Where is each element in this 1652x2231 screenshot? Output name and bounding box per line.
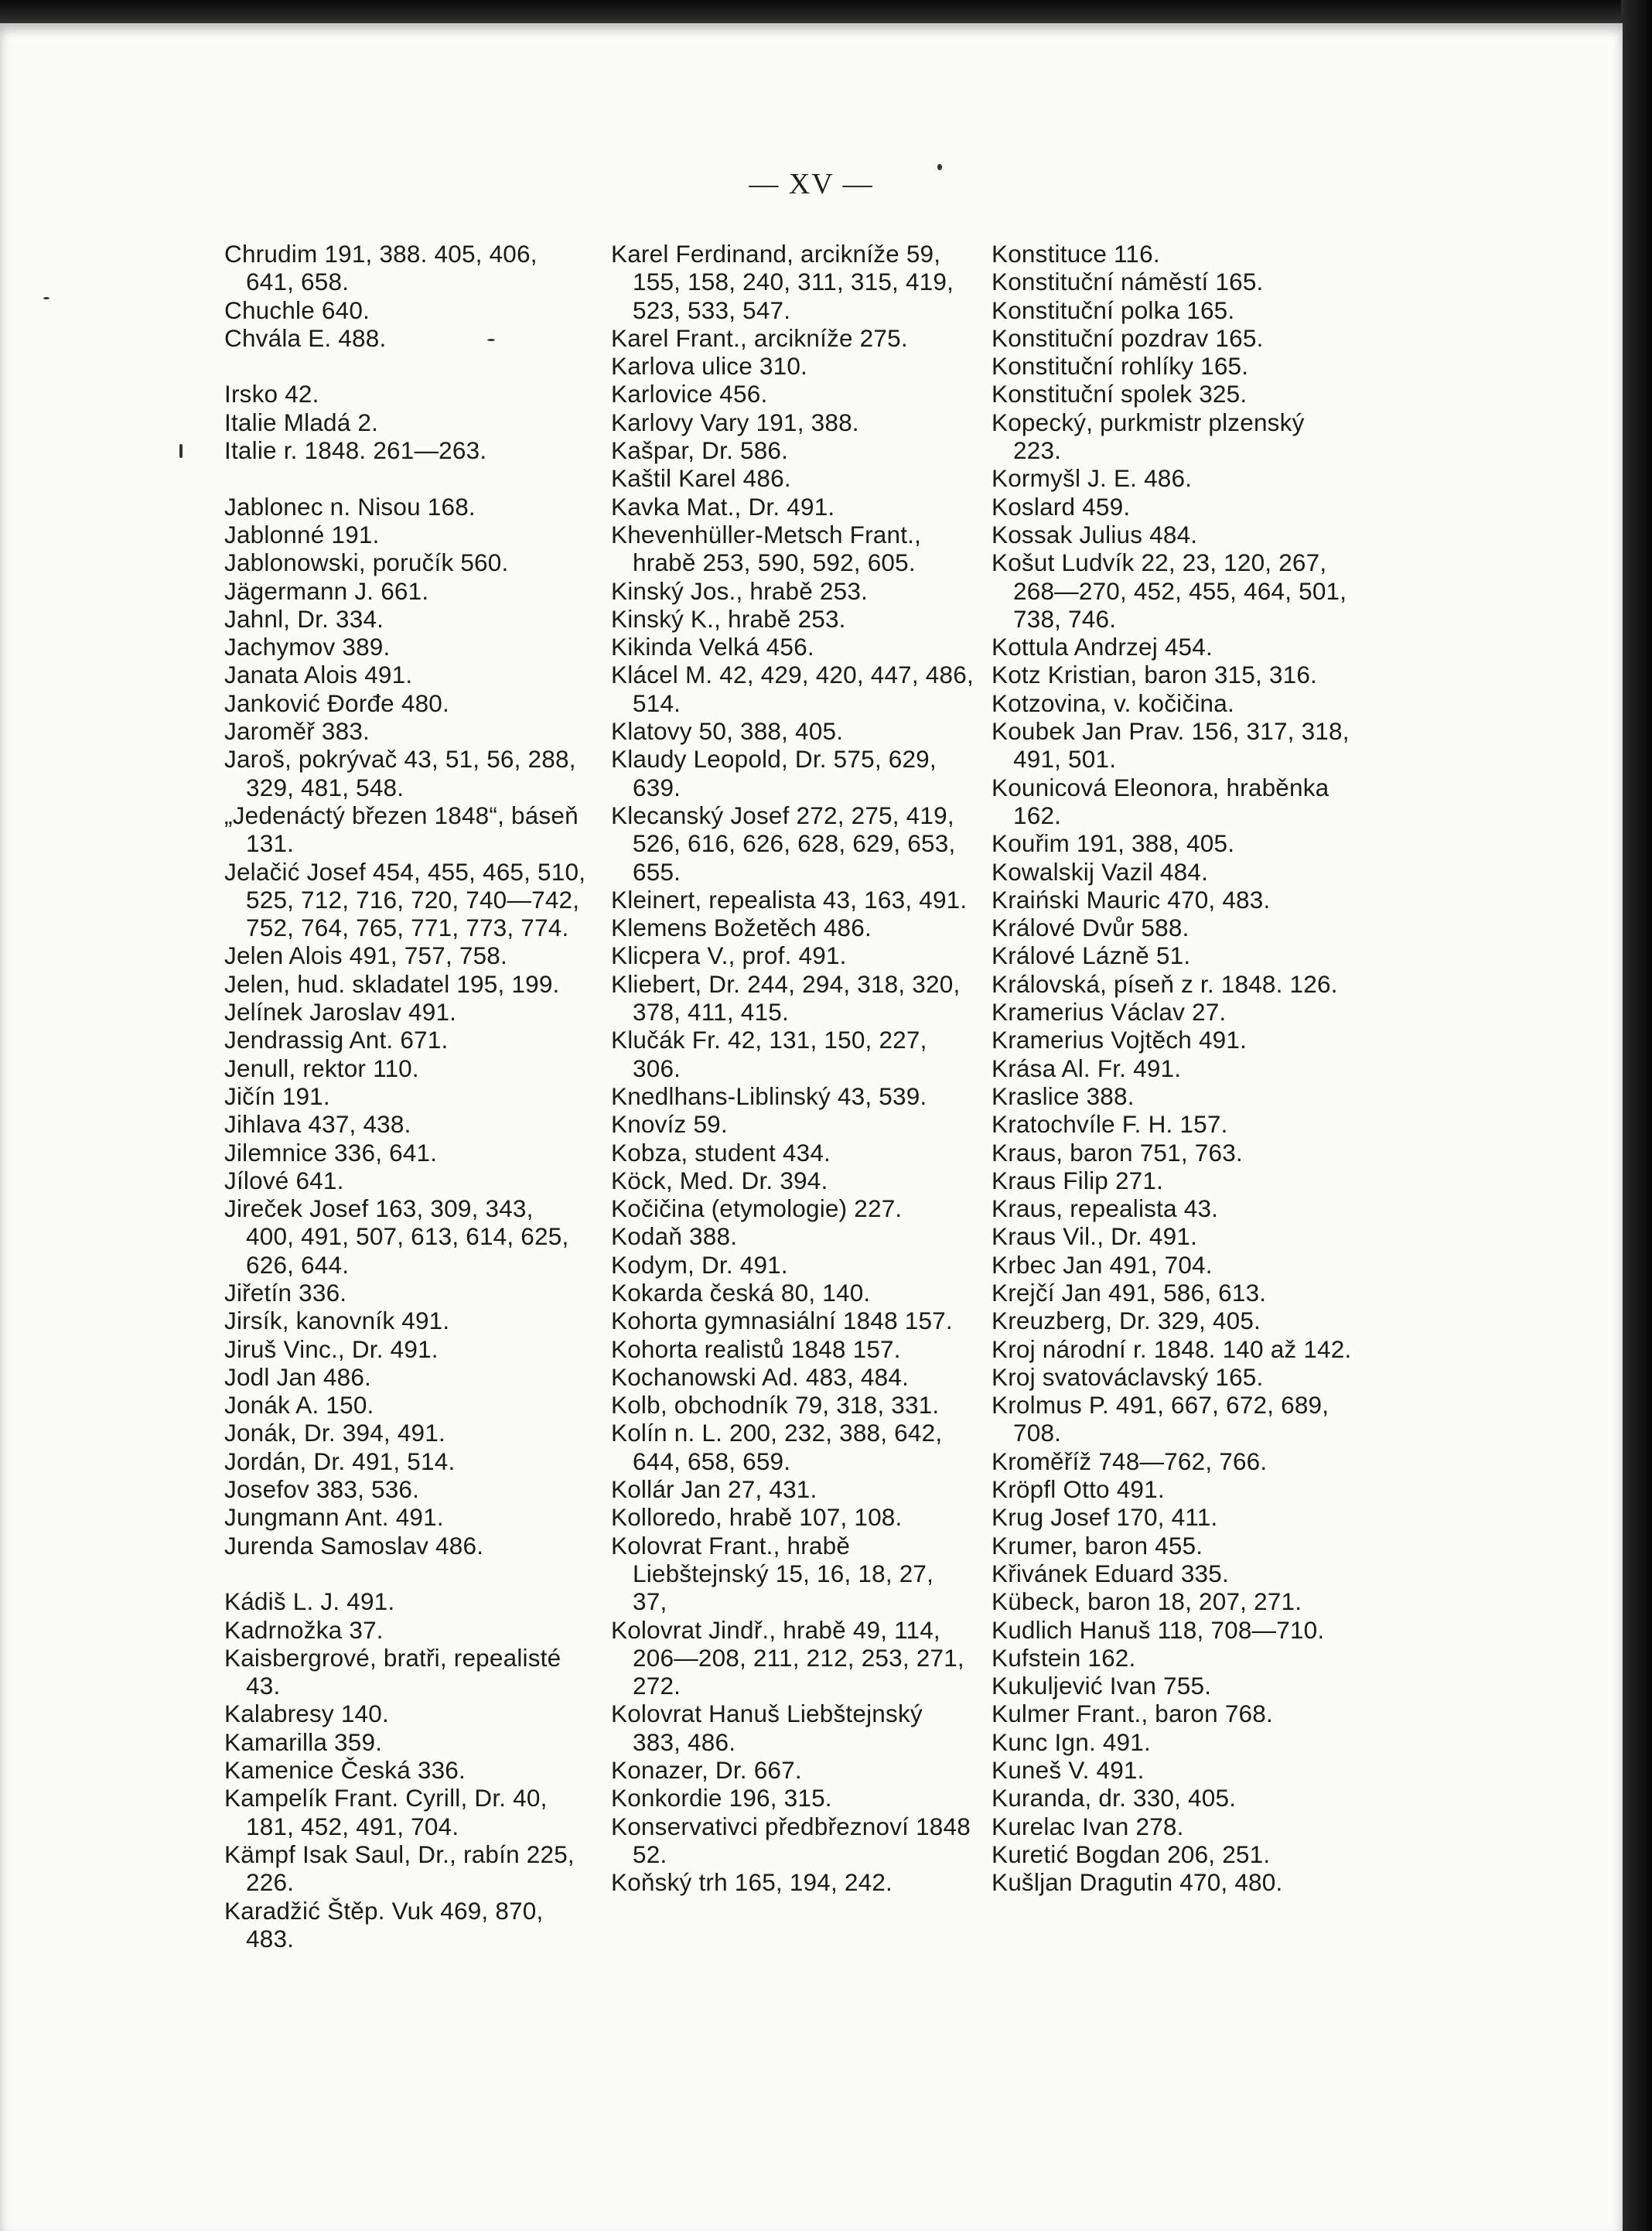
index-entry: Kohorta realistů 1848 157. (611, 1334, 901, 1363)
index-entry: Kormyšl J. E. 486. (992, 464, 1193, 493)
index-entry: Kolovrat Hanuš Liebštejnský 383, 486. (611, 1700, 923, 1756)
index-entry: Kalabresy 140. (224, 1700, 389, 1728)
index-entry: „Jedenáctý březen 1848“, báseň 131. (224, 801, 579, 858)
index-entry: Klučák Fr. 42, 131, 150, 227, 306. (611, 1026, 927, 1082)
index-entry: Konstituční náměstí 165. (992, 268, 1264, 296)
index-entry: Konkordie 196, 315. (611, 1784, 832, 1812)
index-entry: Královská, píseň z r. 1848. 126. (992, 969, 1338, 998)
index-entry: Kreuzberg, Dr. 329, 405. (992, 1307, 1261, 1335)
scan-speck (937, 164, 942, 170)
index-entry: Kohorta gymnasiální 1848 157. (611, 1307, 953, 1335)
scan-edge-top (0, 0, 1652, 26)
index-entry: Kroj národní r. 1848. 140 až 142. (992, 1334, 1352, 1363)
index-entry: Kikinda Velká 456. (611, 633, 814, 661)
index-entry: Klácel M. 42, 429, 420, 447, 486, 514. (611, 661, 974, 717)
index-entry: Köck, Med. Dr. 394. (611, 1166, 828, 1194)
index-entry: Jägermann J. 661. (224, 576, 429, 605)
index-entry: Krolmus P. 491, 667, 672, 689, 708. (992, 1391, 1329, 1447)
index-entry: Kraus Filip 271. (992, 1166, 1164, 1194)
index-entry: Khevenhüller-Metsch Frant., hrabě 253, 590, 592, 605. (611, 520, 922, 577)
index-entry: Klecanský Josef 272, 275, 419, 526, 616, 626, 628, 629, 653, 655. (611, 801, 956, 886)
index-entry: Kotz Kristian, baron 315, 316. (992, 661, 1318, 689)
scan-edge-right (1621, 0, 1652, 2231)
index-entry: Klemens Božetěch 486. (611, 914, 872, 942)
index-entry: Jelen Alois 491, 757, 758. (224, 941, 507, 970)
index-entry: Janata Alois 491. (224, 661, 413, 689)
index-entry: Koubek Jan Prav. 156, 317, 318, 491, 501. (992, 717, 1350, 774)
index-entry: Kraus, repealista 43. (992, 1194, 1219, 1223)
index-entry: Kraslice 388. (992, 1081, 1135, 1110)
index-entry: Kočičina (etymologie) 227. (611, 1194, 903, 1223)
index-entry: Knovíz 59. (611, 1110, 728, 1139)
index-entry: Konstituční rohlíky 165. (992, 352, 1249, 381)
index-entry: Chuchle 640. (224, 296, 370, 324)
index-entry: Italie r. 1848. 261—263. (224, 436, 487, 465)
index-entry: Konstituce 116. (992, 240, 1160, 268)
index-entry: Chvála E. 488. (224, 323, 387, 352)
index-entry: Jablonné 191. (224, 520, 380, 548)
index-entry: Koslard 459. (992, 492, 1131, 521)
index-entry: Košut Ludvík 22, 23, 120, 267, 268—270, 452, 455, 464, 501, 738, 746. (992, 548, 1347, 633)
index-entry: Kadrnožka 37. (224, 1615, 384, 1644)
index-entry: Irsko 42. (224, 380, 319, 408)
index-entry: Kolloredo, hrabě 107, 108. (611, 1503, 903, 1532)
scan-speck (487, 339, 495, 341)
index-entry: Kufstein 162. (992, 1643, 1136, 1672)
index-entry: Jelačić Josef 454, 455, 465, 510, 525, 712, 716, 720, 740—742, 752, 764, 765, 771, 773, 774. (224, 857, 586, 942)
index-entry: Jireček Josef 163, 309, 343, 400, 491, 507, 613, 614, 625, 626, 644. (224, 1194, 569, 1279)
index-entry: Kopecký, purkmistr plzenský 223. (992, 408, 1305, 465)
index-entry: Kröpfl Otto 491. (992, 1475, 1165, 1504)
index-entry: Kuretić Bogdan 206, 251. (992, 1840, 1271, 1868)
index-entry: Kottula Andrzej 454. (992, 633, 1213, 661)
index-entry: Jiřetín 336. (224, 1278, 347, 1307)
index-entry: Konazer, Dr. 667. (611, 1756, 802, 1785)
index-entry: Krejčí Jan 491, 586, 613. (992, 1278, 1267, 1307)
scan-speck (179, 444, 183, 458)
index-entry: Kramerius Vojtěch 491. (992, 1026, 1248, 1054)
index-entry: Karlovy Vary 191, 388. (611, 408, 859, 436)
index-entry: Kleinert, repealista 43, 163, 491. (611, 885, 968, 914)
index-entry: Konstituční spolek 325. (992, 380, 1248, 408)
letter-group-gap (224, 464, 588, 492)
index-entry: Kämpf Isak Saul, Dr., rabín 225, 226. (224, 1840, 575, 1897)
index-entry: Kolovrat Frant., hrabě Liebštejnský 15, 16, 18, 27, 37, (611, 1531, 934, 1616)
index-entry: Jablonec n. Nisou 168. (224, 492, 476, 521)
index-entry: Jiruš Vinc., Dr. 491. (224, 1334, 439, 1363)
index-entry: Kroj svatováclavský 165. (992, 1362, 1264, 1391)
index-entry: Kraiński Mauric 470, 483. (992, 885, 1271, 914)
index-entry: Jílové 641. (224, 1166, 344, 1194)
index-page (0, 23, 1623, 2231)
index-entry: Kaštil Karel 486. (611, 464, 791, 493)
index-entry: Jelínek Jaroslav 491. (224, 998, 457, 1027)
index-entry: Jihlava 437, 438. (224, 1110, 411, 1139)
index-entry: Karadžić Štěp. Vuk 469, 870, 483. (224, 1896, 544, 1953)
index-entry: Jahnl, Dr. 334. (224, 604, 384, 633)
index-entry: Knedlhans-Liblinský 43, 539. (611, 1081, 927, 1110)
index-entry: Krug Josef 170, 411. (992, 1503, 1218, 1532)
index-entry: Kolb, obchodník 79, 318, 331. (611, 1391, 940, 1420)
index-entry: Jungmann Ant. 491. (224, 1503, 444, 1532)
page-number: — XV — (749, 168, 874, 200)
index-entry: Kochanowski Ad. 483, 484. (611, 1362, 910, 1391)
index-entry: Kübeck, baron 18, 207, 271. (992, 1587, 1302, 1616)
index-entry: Jonák A. 150. (224, 1391, 374, 1420)
index-entry: Kinský Jos., hrabě 253. (611, 576, 869, 605)
index-entry: Kukuljević Ivan 755. (992, 1672, 1212, 1700)
index-entry: Jonák, Dr. 394, 491. (224, 1419, 445, 1447)
index-entry: Koňský trh 165, 194, 242. (611, 1868, 893, 1897)
index-entry: Kavka Mat., Dr. 491. (611, 492, 835, 521)
index-entry: Kraus Vil., Dr. 491. (992, 1222, 1198, 1251)
index-column-2 (611, 240, 974, 1897)
index-entry: Králové Dvůr 588. (992, 914, 1190, 942)
index-entry: Kudlich Hanuš 118, 708—710. (992, 1615, 1325, 1644)
index-column-3 (992, 240, 1355, 1897)
index-entry: Italie Mladá 2. (224, 408, 379, 436)
index-entry: Jirsík, kanovník 491. (224, 1307, 450, 1335)
index-entry: Janković Đorđe 480. (224, 688, 449, 717)
index-entry: Kodaň 388. (611, 1222, 738, 1251)
index-entry: Kliebert, Dr. 244, 294, 318, 320, 378, 411, 415. (611, 969, 961, 1027)
index-entry: Kampelík Frant. Cyrill, Dr. 40, 181, 452, 491, 704. (224, 1784, 548, 1840)
index-entry: Kamenice Česká 336. (224, 1756, 466, 1785)
index-entry: Karel Ferdinand, arcikníže 59, 155, 158, 240, 311, 315, 419, 523, 533, 547. (611, 240, 954, 324)
index-entry: Krumer, baron 455. (992, 1531, 1203, 1560)
index-entry: Kašpar, Dr. 586. (611, 436, 789, 465)
index-entry: Křivánek Eduard 335. (992, 1559, 1229, 1587)
index-entry: Klatovy 50, 388, 405. (611, 717, 844, 746)
index-entry: Kobza, student 434. (611, 1138, 831, 1167)
index-entry: Kamarilla 359. (224, 1727, 383, 1756)
index-entry: Krbec Jan 491, 704. (992, 1250, 1213, 1279)
index-entry: Jablonowski, poručík 560. (224, 548, 509, 577)
index-entry: Konstituční pozdrav 165. (992, 323, 1264, 352)
index-entry: Karel Frant., arcikníže 275. (611, 323, 908, 352)
index-entry: Josefov 383, 536. (224, 1475, 420, 1504)
letter-group-gap (224, 352, 588, 380)
index-entry: Jachymov 389. (224, 633, 391, 661)
index-entry: Jordán, Dr. 491, 514. (224, 1447, 456, 1475)
index-entry: Jodl Jan 486. (224, 1362, 371, 1391)
index-entry: Chrudim 191, 388. 405, 406, 641, 658. (224, 240, 538, 296)
index-entry: Kratochvíle F. H. 157. (992, 1110, 1228, 1139)
index-entry: Kowalskij Vazil 484. (992, 857, 1209, 886)
index-entry: Kroměříž 748—762, 766. (992, 1447, 1268, 1475)
index-entry: Kotzovina, v. kočičina. (992, 688, 1234, 717)
index-entry: Karlova ulice 310. (611, 352, 808, 381)
index-entry: Jaroš, pokrývač 43, 51, 56, 288, 329, 481, 548. (224, 745, 576, 801)
index-entry: Konstituční polka 165. (992, 296, 1235, 324)
index-entry: Kušljan Dragutin 470, 480. (992, 1868, 1283, 1897)
scan-speck (43, 297, 49, 299)
index-entry: Kounicová Eleonora, hraběnka 162. (992, 773, 1329, 829)
index-entry: Jendrassig Ant. 671. (224, 1026, 449, 1054)
index-entry: Králové Lázně 51. (992, 941, 1191, 970)
index-entry: Klaudy Leopold, Dr. 575, 629, 639. (611, 745, 937, 801)
index-entry: Kramerius Václav 27. (992, 998, 1227, 1027)
index-entry: Kolín n. L. 200, 232, 388, 642, 644, 658, 659. (611, 1419, 943, 1475)
index-entry: Kulmer Frant., baron 768. (992, 1700, 1273, 1728)
index-entry: Jurenda Samoslav 486. (224, 1531, 484, 1560)
index-entry: Kodym, Dr. 491. (611, 1250, 788, 1279)
index-column-1 (224, 240, 588, 1953)
index-entry: Kollár Jan 27, 431. (611, 1475, 817, 1504)
index-entry: Jaroměř 383. (224, 717, 370, 746)
index-entry: Konservativci předbřeznoví 1848 52. (611, 1812, 971, 1868)
index-entry: Kinský K., hrabě 253. (611, 604, 846, 633)
index-entry: Kunc Ign. 491. (992, 1727, 1151, 1756)
index-entry: Kossak Julius 484. (992, 520, 1198, 548)
index-entry: Jelen, hud. skladatel 195, 199. (224, 969, 560, 998)
index-entry: Jenull, rektor 110. (224, 1054, 419, 1082)
index-entry: Kádiš L. J. 491. (224, 1587, 395, 1616)
letter-group-gap (224, 1560, 588, 1587)
index-entry: Krása Al. Fr. 491. (992, 1054, 1182, 1082)
index-entry: Kaisbergrové, bratři, repealisté 43. (224, 1643, 561, 1700)
index-entry: Kolovrat Jindř., hrabě 49, 114, 206—208, 211, 212, 253, 271, 272. (611, 1615, 964, 1700)
index-entry: Kouřim 191, 388, 405. (992, 829, 1235, 858)
index-entry: Kokarda česká 80, 140. (611, 1278, 871, 1307)
index-entry: Kuranda, dr. 330, 405. (992, 1784, 1237, 1812)
index-entry: Jičín 191. (224, 1081, 330, 1110)
index-entry: Kurelac Ivan 278. (992, 1812, 1184, 1840)
index-entry: Kraus, baron 751, 763. (992, 1138, 1243, 1167)
index-entry: Klicpera V., prof. 491. (611, 941, 847, 970)
index-entry: Kuneš V. 491. (992, 1756, 1145, 1785)
index-entry: Karlovice 456. (611, 380, 768, 408)
index-entry: Jilemnice 336, 641. (224, 1138, 438, 1167)
